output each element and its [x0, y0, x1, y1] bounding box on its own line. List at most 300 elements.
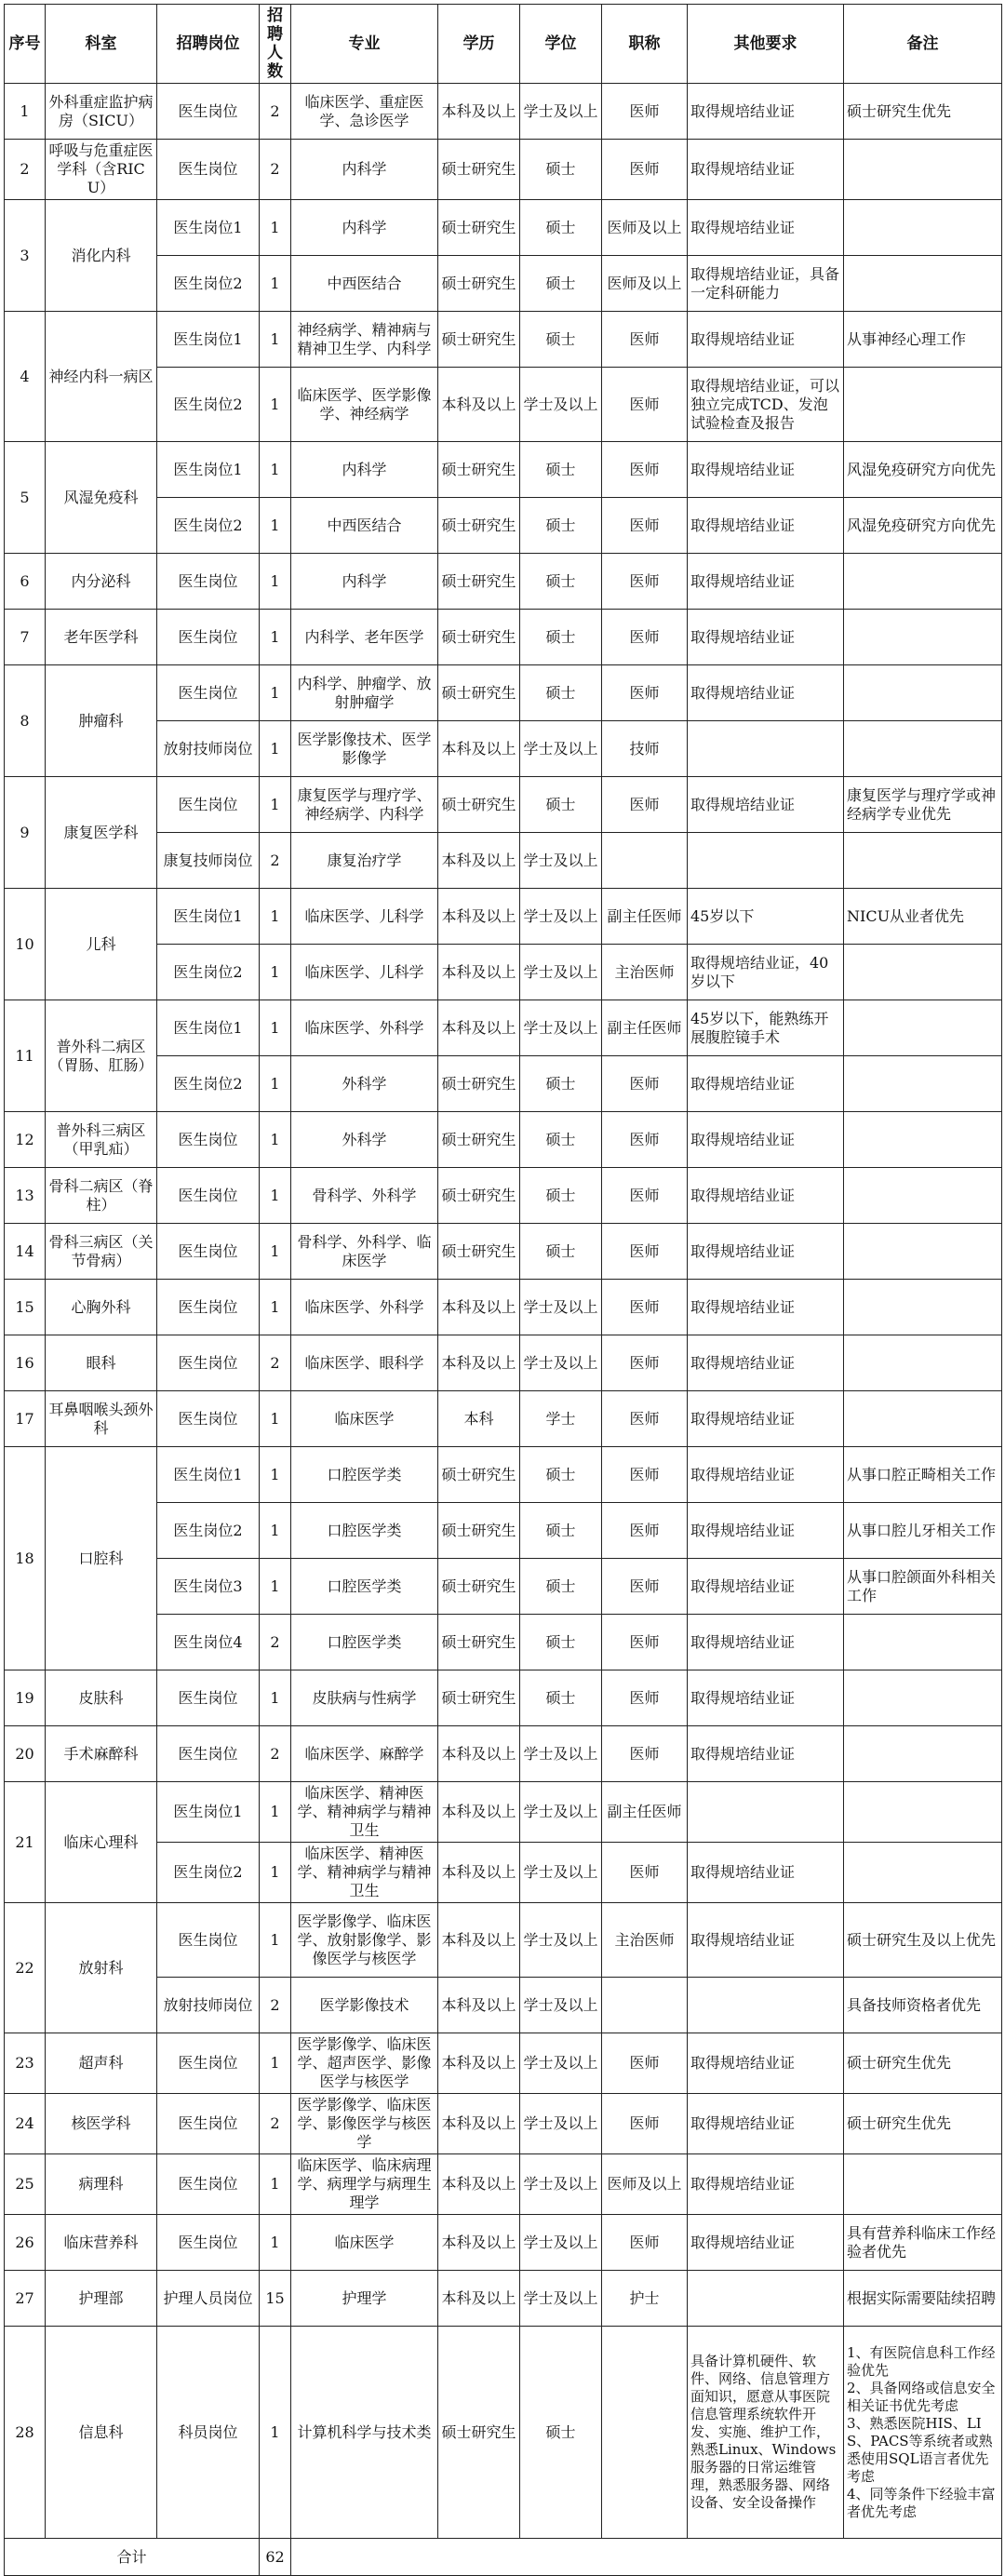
education-cell: 硕士研究生 — [438, 442, 520, 498]
education-cell: 硕士研究生 — [438, 312, 520, 368]
requirement-cell: 取得规培结业证 — [688, 777, 844, 833]
headcount-cell: 2 — [260, 1335, 291, 1391]
degree-cell: 学士及以上 — [520, 833, 602, 889]
header-cell: 备注 — [844, 5, 1002, 84]
seq-cell: 15 — [5, 1280, 46, 1335]
degree-cell: 硕士 — [520, 498, 602, 554]
title-cell: 医师 — [602, 554, 688, 610]
table-row — [5, 1391, 1002, 1447]
department-cell: 临床营养科 — [46, 2215, 157, 2271]
remark-cell — [844, 1000, 1002, 1056]
post-cell: 医生岗位1 — [157, 1447, 260, 1503]
degree-cell: 硕士 — [520, 200, 602, 256]
post-cell: 康复技师岗位 — [157, 833, 260, 889]
degree-cell: 学士及以上 — [520, 889, 602, 945]
post-cell: 医生岗位2 — [157, 1056, 260, 1112]
seq-cell: 13 — [5, 1168, 46, 1224]
major-cell: 神经病学、精神病与精神卫生学、内科学 — [291, 312, 438, 368]
major-cell: 医学影像学、临床医学、放射影像学、影像医学与核医学 — [291, 1903, 438, 1978]
title-cell: 医师 — [602, 1670, 688, 1726]
degree-cell: 硕士 — [520, 1670, 602, 1726]
title-cell: 医师 — [602, 84, 688, 140]
post-cell: 医生岗位 — [157, 2033, 260, 2094]
major-cell: 内科学、肿瘤学、放射肿瘤学 — [291, 665, 438, 721]
degree-cell: 硕士 — [520, 1559, 602, 1615]
post-cell: 医生岗位1 — [157, 312, 260, 368]
degree-cell: 硕士 — [520, 1168, 602, 1224]
major-cell: 医学影像学、临床医学、影像医学与核医学 — [291, 2094, 438, 2154]
headcount-cell: 1 — [260, 442, 291, 498]
requirement-cell: 取得规培结业证 — [688, 1503, 844, 1559]
department-cell: 耳鼻咽喉头颈外科 — [46, 1391, 157, 1447]
header-cell: 招聘人数 — [260, 5, 291, 84]
title-cell: 医师 — [602, 1726, 688, 1782]
headcount-cell: 2 — [260, 1615, 291, 1670]
title-cell — [602, 833, 688, 889]
remark-cell: 从事口腔正畸相关工作 — [844, 1447, 1002, 1503]
headcount-cell: 1 — [260, 312, 291, 368]
seq-cell: 16 — [5, 1335, 46, 1391]
requirement-cell: 取得规培结业证 — [688, 554, 844, 610]
post-cell: 医生岗位2 — [157, 1843, 260, 1903]
seq-cell: 28 — [5, 2327, 46, 2539]
education-cell: 本科及以上 — [438, 1843, 520, 1903]
education-cell: 硕士研究生 — [438, 498, 520, 554]
department-cell: 普外科二病区（胃肠、肛肠） — [46, 1000, 157, 1112]
degree-cell: 学士及以上 — [520, 1335, 602, 1391]
header-cell: 学历 — [438, 5, 520, 84]
table-row — [5, 2033, 1002, 2094]
department-cell: 皮肤科 — [46, 1670, 157, 1726]
headcount-cell: 1 — [260, 610, 291, 665]
table-row — [5, 1670, 1002, 1726]
table-row — [5, 610, 1002, 665]
seq-cell: 19 — [5, 1670, 46, 1726]
header-row — [5, 5, 1002, 84]
major-cell: 临床医学、医学影像学、神经病学 — [291, 368, 438, 442]
title-cell: 医师 — [602, 1056, 688, 1112]
major-cell: 内科学 — [291, 442, 438, 498]
major-cell: 护理学 — [291, 2271, 438, 2327]
title-cell: 医师 — [602, 1447, 688, 1503]
headcount-cell: 1 — [260, 1280, 291, 1335]
title-cell: 医师 — [602, 368, 688, 442]
major-cell: 外科学 — [291, 1112, 438, 1168]
requirement-cell: 取得规培结业证 — [688, 1726, 844, 1782]
table-row — [5, 2154, 1002, 2215]
major-cell: 临床医学、精神医学、精神病学与精神卫生 — [291, 1843, 438, 1903]
table-row — [5, 1112, 1002, 1168]
department-cell: 临床心理科 — [46, 1782, 157, 1903]
remark-cell — [844, 1615, 1002, 1670]
remark-cell — [844, 721, 1002, 777]
post-cell: 医生岗位1 — [157, 1782, 260, 1843]
headcount-cell: 1 — [260, 2033, 291, 2094]
headcount-cell: 1 — [260, 200, 291, 256]
major-cell: 口腔医学类 — [291, 1615, 438, 1670]
remark-cell: 硕士研究生优先 — [844, 2094, 1002, 2154]
requirement-cell — [688, 833, 844, 889]
requirement-cell: 取得规培结业证 — [688, 312, 844, 368]
remark-cell — [844, 1056, 1002, 1112]
major-cell: 临床医学、精神医学、精神病学与精神卫生 — [291, 1782, 438, 1843]
department-cell: 内分泌科 — [46, 554, 157, 610]
remark-cell — [844, 610, 1002, 665]
department-cell: 眼科 — [46, 1335, 157, 1391]
requirement-cell: 具备计算机硬件、软件、网络、信息管理方面知识，愿意从事医院信息管理系统软件开发、实施、维护工作，熟悉Linux、Windows服务器的日常运维管理，熟悉服务器、网络设备、安全设备操作 — [688, 2327, 844, 2539]
degree-cell: 硕士 — [520, 1503, 602, 1559]
table-row — [5, 889, 1002, 945]
requirement-cell — [688, 1782, 844, 1843]
degree-cell: 学士及以上 — [520, 1000, 602, 1056]
post-cell: 医生岗位 — [157, 1903, 260, 1978]
headcount-cell: 1 — [260, 1391, 291, 1447]
remark-cell — [844, 1168, 1002, 1224]
headcount-cell: 2 — [260, 140, 291, 200]
major-cell: 口腔医学类 — [291, 1447, 438, 1503]
post-cell: 医生岗位 — [157, 665, 260, 721]
remark-cell — [844, 945, 1002, 1000]
degree-cell: 学士及以上 — [520, 1978, 602, 2033]
requirement-cell: 取得规培结业证 — [688, 1280, 844, 1335]
education-cell: 本科及以上 — [438, 2154, 520, 2215]
major-cell: 口腔医学类 — [291, 1559, 438, 1615]
title-cell: 医师 — [602, 1224, 688, 1280]
title-cell: 主治医师 — [602, 1903, 688, 1978]
department-cell: 信息科 — [46, 2327, 157, 2539]
headcount-cell: 1 — [260, 2154, 291, 2215]
table-body — [5, 84, 1002, 2539]
title-cell: 医师及以上 — [602, 2154, 688, 2215]
table-row — [5, 1000, 1002, 1056]
remark-cell: 硕士研究生及以上优先 — [844, 1903, 1002, 1978]
major-cell: 内科学 — [291, 200, 438, 256]
post-cell: 医生岗位 — [157, 84, 260, 140]
seq-cell: 7 — [5, 610, 46, 665]
seq-cell: 12 — [5, 1112, 46, 1168]
headcount-cell: 1 — [260, 498, 291, 554]
degree-cell: 学士及以上 — [520, 84, 602, 140]
post-cell: 医生岗位 — [157, 2215, 260, 2271]
remark-cell — [844, 833, 1002, 889]
degree-cell: 学士及以上 — [520, 1726, 602, 1782]
remark-cell — [844, 256, 1002, 312]
seq-cell: 6 — [5, 554, 46, 610]
major-cell: 医学影像技术 — [291, 1978, 438, 2033]
post-cell: 医生岗位2 — [157, 1503, 260, 1559]
remark-cell: 从事口腔儿牙相关工作 — [844, 1503, 1002, 1559]
post-cell: 医生岗位 — [157, 777, 260, 833]
department-cell: 老年医学科 — [46, 610, 157, 665]
post-cell: 放射技师岗位 — [157, 1978, 260, 2033]
headcount-cell: 1 — [260, 1903, 291, 1978]
requirement-cell — [688, 1978, 844, 2033]
post-cell: 医生岗位 — [157, 1280, 260, 1335]
title-cell: 副主任医师 — [602, 889, 688, 945]
education-cell: 硕士研究生 — [438, 1503, 520, 1559]
requirement-cell: 取得规培结业证 — [688, 1335, 844, 1391]
department-cell: 心胸外科 — [46, 1280, 157, 1335]
major-cell: 医学影像技术、医学影像学 — [291, 721, 438, 777]
table-row — [5, 84, 1002, 140]
total-count: 62 — [260, 2539, 291, 2576]
degree-cell: 学士及以上 — [520, 2154, 602, 2215]
degree-cell: 学士及以上 — [520, 945, 602, 1000]
headcount-cell: 1 — [260, 1000, 291, 1056]
title-cell: 医师 — [602, 1615, 688, 1670]
headcount-cell: 1 — [260, 1112, 291, 1168]
education-cell: 本科及以上 — [438, 84, 520, 140]
recruitment-table-container — [4, 4, 1002, 2576]
degree-cell: 硕士 — [520, 777, 602, 833]
title-cell: 医师 — [602, 1280, 688, 1335]
requirement-cell — [688, 2271, 844, 2327]
degree-cell: 学士及以上 — [520, 1843, 602, 1903]
requirement-cell: 取得规培结业证 — [688, 1056, 844, 1112]
post-cell: 医生岗位 — [157, 2154, 260, 2215]
post-cell: 科员岗位 — [157, 2327, 260, 2539]
major-cell: 临床医学、外科学 — [291, 1000, 438, 1056]
post-cell: 医生岗位3 — [157, 1559, 260, 1615]
education-cell: 本科及以上 — [438, 1903, 520, 1978]
remark-cell — [844, 1726, 1002, 1782]
seq-cell: 4 — [5, 312, 46, 442]
headcount-cell: 1 — [260, 665, 291, 721]
degree-cell: 硕士 — [520, 1112, 602, 1168]
title-cell: 医师 — [602, 665, 688, 721]
department-cell: 外科重症监护病房（SICU） — [46, 84, 157, 140]
seq-cell: 11 — [5, 1000, 46, 1112]
department-cell: 儿科 — [46, 889, 157, 1000]
degree-cell: 硕士 — [520, 256, 602, 312]
title-cell: 医师 — [602, 1168, 688, 1224]
seq-cell: 27 — [5, 2271, 46, 2327]
title-cell: 护士 — [602, 2271, 688, 2327]
headcount-cell: 2 — [260, 1726, 291, 1782]
remark-cell: 风湿免疫研究方向优先 — [844, 498, 1002, 554]
post-cell: 医生岗位 — [157, 140, 260, 200]
major-cell: 骨科学、外科学、临床医学 — [291, 1224, 438, 1280]
headcount-cell: 1 — [260, 1670, 291, 1726]
title-cell: 医师 — [602, 312, 688, 368]
seq-cell: 8 — [5, 665, 46, 777]
header-cell: 专业 — [291, 5, 438, 84]
table-row — [5, 140, 1002, 200]
degree-cell: 硕士 — [520, 312, 602, 368]
post-cell: 医生岗位 — [157, 1726, 260, 1782]
seq-cell: 14 — [5, 1224, 46, 1280]
header-cell: 科室 — [46, 5, 157, 84]
education-cell: 硕士研究生 — [438, 554, 520, 610]
major-cell: 临床医学、临床病理学、病理学与病理生理学 — [291, 2154, 438, 2215]
degree-cell: 硕士 — [520, 665, 602, 721]
requirement-cell: 取得规培结业证 — [688, 1391, 844, 1447]
requirement-cell: 取得规培结业证，具备一定科研能力 — [688, 256, 844, 312]
total-row — [5, 2539, 1002, 2576]
headcount-cell: 2 — [260, 2094, 291, 2154]
degree-cell: 学士及以上 — [520, 1903, 602, 1978]
education-cell: 本科及以上 — [438, 889, 520, 945]
requirement-cell: 取得规培结业证 — [688, 665, 844, 721]
table-row — [5, 1726, 1002, 1782]
requirement-cell: 取得规培结业证 — [688, 1559, 844, 1615]
education-cell: 本科及以上 — [438, 368, 520, 442]
post-cell: 医生岗位 — [157, 2094, 260, 2154]
remark-cell: NICU从业者优先 — [844, 889, 1002, 945]
requirement-cell: 取得规培结业证 — [688, 1168, 844, 1224]
title-cell: 医师 — [602, 777, 688, 833]
major-cell: 内科学 — [291, 140, 438, 200]
post-cell: 医生岗位 — [157, 610, 260, 665]
table-row — [5, 1447, 1002, 1503]
major-cell: 临床医学、外科学 — [291, 1280, 438, 1335]
headcount-cell: 1 — [260, 721, 291, 777]
education-cell: 本科 — [438, 1391, 520, 1447]
department-cell: 消化内科 — [46, 200, 157, 312]
table-row — [5, 1280, 1002, 1335]
requirement-cell: 取得规培结业证 — [688, 610, 844, 665]
requirement-cell: 取得规培结业证，40岁以下 — [688, 945, 844, 1000]
title-cell: 医师及以上 — [602, 200, 688, 256]
major-cell: 临床医学、儿科学 — [291, 889, 438, 945]
title-cell: 技师 — [602, 721, 688, 777]
header-cell: 职称 — [602, 5, 688, 84]
department-cell: 呼吸与危重症医学科（含RICU） — [46, 140, 157, 200]
table-row — [5, 2094, 1002, 2154]
title-cell: 医师及以上 — [602, 256, 688, 312]
education-cell: 本科及以上 — [438, 2094, 520, 2154]
title-cell: 医师 — [602, 1335, 688, 1391]
requirement-cell: 取得规培结业证 — [688, 2033, 844, 2094]
major-cell: 中西医结合 — [291, 256, 438, 312]
recruitment-table — [4, 4, 1002, 2576]
requirement-cell: 取得规培结业证 — [688, 1903, 844, 1978]
education-cell: 硕士研究生 — [438, 1224, 520, 1280]
header-cell: 学位 — [520, 5, 602, 84]
post-cell: 医生岗位1 — [157, 1000, 260, 1056]
title-cell: 医师 — [602, 1112, 688, 1168]
post-cell: 放射技师岗位 — [157, 721, 260, 777]
department-cell: 普外科三病区（甲乳疝） — [46, 1112, 157, 1168]
degree-cell: 学士及以上 — [520, 2271, 602, 2327]
education-cell: 硕士研究生 — [438, 777, 520, 833]
remark-cell: 具有营养科临床工作经验者优先 — [844, 2215, 1002, 2271]
major-cell: 康复医学与理疗学、神经病学、内科学 — [291, 777, 438, 833]
requirement-cell: 取得规培结业证 — [688, 1843, 844, 1903]
post-cell: 医生岗位1 — [157, 442, 260, 498]
table-row — [5, 1903, 1002, 1978]
remark-cell: 硕士研究生优先 — [844, 2033, 1002, 2094]
education-cell: 硕士研究生 — [438, 1112, 520, 1168]
seq-cell: 9 — [5, 777, 46, 889]
headcount-cell: 1 — [260, 889, 291, 945]
education-cell: 本科及以上 — [438, 2033, 520, 2094]
remark-cell: 硕士研究生优先 — [844, 84, 1002, 140]
degree-cell: 学士 — [520, 1391, 602, 1447]
table-row — [5, 200, 1002, 256]
seq-cell: 25 — [5, 2154, 46, 2215]
title-cell: 医师 — [602, 1843, 688, 1903]
major-cell: 中西医结合 — [291, 498, 438, 554]
education-cell: 硕士研究生 — [438, 256, 520, 312]
table-row — [5, 1224, 1002, 1280]
education-cell: 硕士研究生 — [438, 1168, 520, 1224]
major-cell: 临床医学 — [291, 1391, 438, 1447]
remark-cell: 从事神经心理工作 — [844, 312, 1002, 368]
post-cell: 医生岗位 — [157, 1112, 260, 1168]
seq-cell: 20 — [5, 1726, 46, 1782]
education-cell: 本科及以上 — [438, 721, 520, 777]
seq-cell: 18 — [5, 1447, 46, 1670]
education-cell: 本科及以上 — [438, 2215, 520, 2271]
requirement-cell: 取得规培结业证 — [688, 2215, 844, 2271]
headcount-cell: 15 — [260, 2271, 291, 2327]
education-cell: 硕士研究生 — [438, 1447, 520, 1503]
table-row — [5, 1335, 1002, 1391]
major-cell: 临床医学 — [291, 2215, 438, 2271]
requirement-cell: 取得规培结业证 — [688, 2154, 844, 2215]
major-cell: 内科学、老年医学 — [291, 610, 438, 665]
education-cell: 硕士研究生 — [438, 1056, 520, 1112]
department-cell: 骨科二病区（脊柱） — [46, 1168, 157, 1224]
table-row — [5, 2271, 1002, 2327]
requirement-cell: 取得规培结业证 — [688, 1447, 844, 1503]
major-cell: 外科学 — [291, 1056, 438, 1112]
headcount-cell: 1 — [260, 2327, 291, 2539]
post-cell: 医生岗位1 — [157, 200, 260, 256]
degree-cell: 学士及以上 — [520, 1782, 602, 1843]
education-cell: 本科及以上 — [438, 945, 520, 1000]
remark-cell — [844, 1670, 1002, 1726]
post-cell: 医生岗位1 — [157, 889, 260, 945]
table-row — [5, 2327, 1002, 2539]
degree-cell: 学士及以上 — [520, 2094, 602, 2154]
degree-cell: 硕士 — [520, 1056, 602, 1112]
title-cell: 医师 — [602, 610, 688, 665]
title-cell: 医师 — [602, 2033, 688, 2094]
department-cell: 放射科 — [46, 1903, 157, 2033]
headcount-cell: 1 — [260, 1224, 291, 1280]
headcount-cell: 1 — [260, 777, 291, 833]
seq-cell: 24 — [5, 2094, 46, 2154]
post-cell: 医生岗位 — [157, 1335, 260, 1391]
table-row — [5, 777, 1002, 833]
title-cell: 医师 — [602, 1559, 688, 1615]
department-cell: 护理部 — [46, 2271, 157, 2327]
remark-cell: 具备技师资格者优先 — [844, 1978, 1002, 2033]
post-cell: 医生岗位 — [157, 554, 260, 610]
remark-cell: 根据实际需要陆续招聘 — [844, 2271, 1002, 2327]
department-cell: 康复医学科 — [46, 777, 157, 889]
major-cell: 临床医学、麻醉学 — [291, 1726, 438, 1782]
degree-cell: 硕士 — [520, 140, 602, 200]
education-cell: 硕士研究生 — [438, 140, 520, 200]
remark-cell — [844, 1335, 1002, 1391]
title-cell: 医师 — [602, 442, 688, 498]
seq-cell: 2 — [5, 140, 46, 200]
degree-cell: 硕士 — [520, 1615, 602, 1670]
headcount-cell: 1 — [260, 945, 291, 1000]
total-blank — [291, 2539, 1002, 2576]
department-cell: 手术麻醉科 — [46, 1726, 157, 1782]
remark-cell — [844, 368, 1002, 442]
post-cell: 医生岗位2 — [157, 368, 260, 442]
headcount-cell: 1 — [260, 1447, 291, 1503]
post-cell: 医生岗位2 — [157, 945, 260, 1000]
seq-cell: 23 — [5, 2033, 46, 2094]
post-cell: 医生岗位 — [157, 1224, 260, 1280]
remark-cell — [844, 1391, 1002, 1447]
